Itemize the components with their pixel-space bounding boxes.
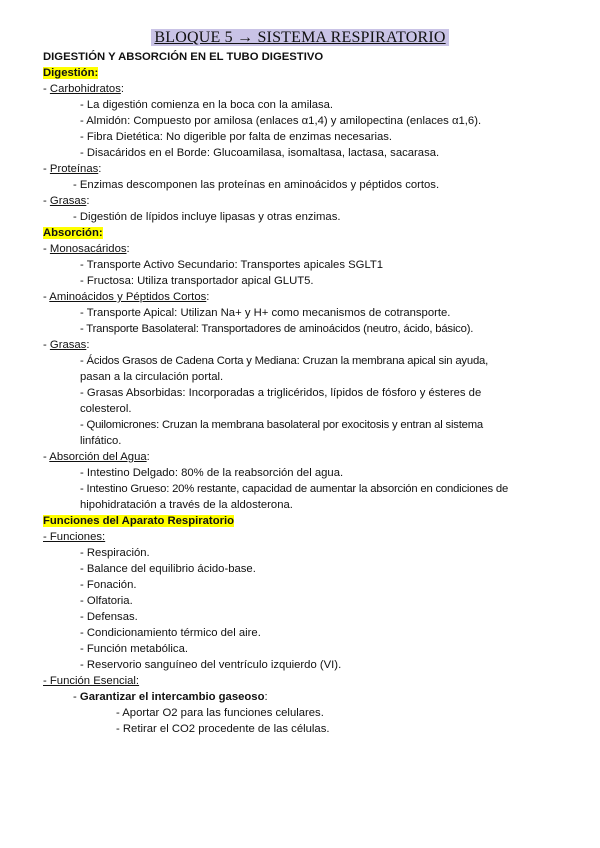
list-item: - Función metabólica. xyxy=(80,643,188,655)
list-item: - Enzimas descomponen las proteínas en aminoácidos y péptidos cortos. xyxy=(73,179,440,191)
list-item: - Fonación. xyxy=(80,579,137,591)
list-item: - Retirar el CO2 procedente de las células. xyxy=(116,723,330,735)
proteinas-label: - Proteínas: xyxy=(43,163,102,175)
list-item: - Almidón: Compuesto por amilosa (enlaces α1,4) y amilopectina (enlaces α1,6). xyxy=(80,115,482,127)
list-item: - Grasas Absorbidas: Incorporadas a triglicéridos, lípidos de fósforo y ésteres de xyxy=(80,387,482,399)
digestion-heading: Digestión: xyxy=(43,67,99,79)
list-item: - Transporte Activo Secundario: Transportes apicales SGLT1 xyxy=(80,259,384,271)
list-item: - Condicionamiento térmico del aire. xyxy=(80,627,261,639)
list-item: - Quilomicrones: Cruzan la membrana basolateral por exocitosis y entran al sistema xyxy=(80,419,484,431)
page-title: BLOQUE 5 → SISTEMA RESPIRATORIO xyxy=(0,29,600,47)
list-item: - Ácidos Grasos de Cadena Corta y Mediana: Cruzan la membrana apical sin ayuda, xyxy=(80,355,489,367)
list-item: - Respiración. xyxy=(80,547,150,559)
list-item-continuation: hipohidratación a través de la aldosterona. xyxy=(80,499,293,511)
list-item: - Digestión de lípidos incluye lipasas y otras enzimas. xyxy=(73,211,341,223)
grasas-absorcion-label: - Grasas: xyxy=(43,339,90,351)
list-item: - Balance del equilibrio ácido-base. xyxy=(80,563,256,575)
section-heading: DIGESTIÓN Y ABSORCIÓN EN EL TUBO DIGESTIVO xyxy=(43,51,324,63)
list-item: - Transporte Basolateral: Transportadores de aminoácidos (neutro, ácido, básico). xyxy=(80,323,474,335)
list-item: - Fructosa: Utiliza transportador apical GLUT5. xyxy=(80,275,314,287)
list-item: - Olfatoria. xyxy=(80,595,133,607)
monosacaridos-label: - Monosacáridos: xyxy=(43,243,130,255)
list-item: - Defensas. xyxy=(80,611,138,623)
funcion-esencial-label: - Función Esencial: xyxy=(43,675,140,687)
carbohidratos-label: - Carbohidratos: xyxy=(43,83,125,95)
list-item: - Disacáridos en el Borde: Glucoamilasa, isomaltasa, lactasa, sacarasa. xyxy=(80,147,440,159)
list-item: - Transporte Apical: Utilizan Na+ y H+ como mecanismos de cotransporte. xyxy=(80,307,451,319)
list-item-continuation: linfático. xyxy=(80,435,122,447)
funciones-heading: Funciones del Aparato Respiratorio xyxy=(43,515,235,527)
list-item: - Reservorio sanguíneo del ventrículo izquierdo (VI). xyxy=(80,659,342,671)
list-item: - Aportar O2 para las funciones celulares. xyxy=(116,707,324,719)
absorcion-heading: Absorción: xyxy=(43,227,103,239)
list-item-continuation: colesterol. xyxy=(80,403,132,415)
aminoacidos-label: - Aminoácidos y Péptidos Cortos: xyxy=(43,291,210,303)
list-item: - Intestino Grueso: 20% restante, capacidad de aumentar la absorción en condiciones de xyxy=(80,483,509,495)
list-item: - Fibra Dietética: No digerible por falta de enzimas necesarias. xyxy=(80,131,393,143)
funciones-label: - Funciones: xyxy=(43,531,106,543)
list-item-continuation: pasan a la circulación portal. xyxy=(80,371,224,383)
list-item: - Intestino Delgado: 80% de la reabsorción del agua. xyxy=(80,467,344,479)
grasas-label: - Grasas: xyxy=(43,195,90,207)
agua-label: - Absorción del Agua: xyxy=(43,451,150,463)
list-item: - La digestión comienza en la boca con la amilasa. xyxy=(80,99,334,111)
funcion-esencial-item: - Garantizar el intercambio gaseoso: xyxy=(73,691,268,703)
